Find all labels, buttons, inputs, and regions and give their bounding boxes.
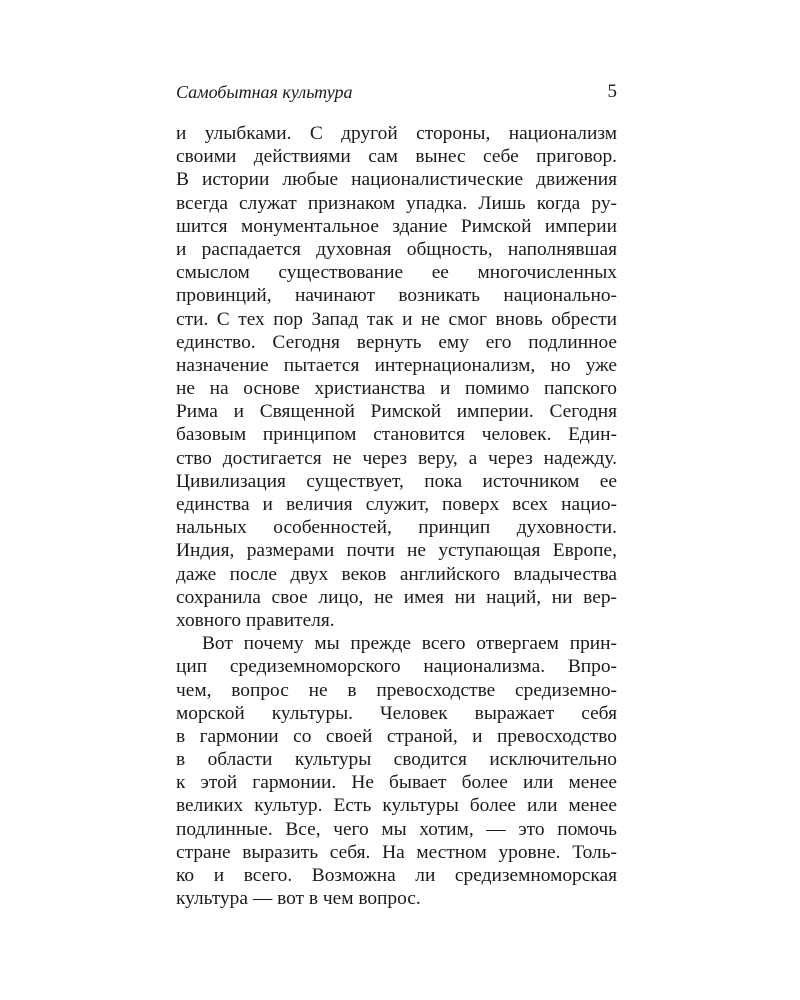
text-line: своими действиями сам вынес себе приговор.	[176, 146, 617, 168]
paragraph	[176, 632, 617, 910]
text-line: В истории любые националистические движения	[176, 169, 617, 191]
text-line: не на основе христианства и помимо папского	[176, 378, 617, 400]
text-line: великих культур. Есть культуры более или менее	[176, 795, 617, 817]
text-line: Рима и Священной Римской империи. Сегодня	[176, 401, 617, 423]
text-line: чем, вопрос не в превосходстве средиземно-	[176, 679, 617, 701]
text-line: базовым принципом становится человек. Един-	[176, 424, 617, 446]
body-text	[176, 122, 617, 910]
running-head	[176, 80, 617, 106]
text-line: всегда служат признаком упадка. Лишь когда ру-	[176, 192, 617, 214]
text-line: ство достигается не через веру, а через надежду.	[176, 447, 617, 469]
text-line: в области культуры сводится исключительно	[176, 749, 617, 771]
text-line: морской культуры. Человек выражает себя	[176, 702, 617, 724]
text-line: цип средиземноморского национализма. Впро-	[176, 656, 617, 678]
running-title: Самобытная культура	[176, 82, 353, 102]
text-line: Вот почему мы прежде всего отвергаем прин-	[202, 633, 617, 655]
text-line: сохранила свое лицо, не имея ни наций, ни вер-	[176, 586, 617, 608]
text-line: нальных особенностей, принцип духовности.	[176, 517, 617, 539]
text-line: ко и всего. Возможна ли средиземноморская	[176, 865, 617, 886]
text-line: к этой гармонии. Не бывает более или менее	[176, 772, 617, 794]
text-line: единство. Сегодня вернуть ему его подлинное	[176, 331, 617, 353]
text-line: Индия, размерами почти не уступающая Европе,	[176, 540, 617, 562]
text-line: шится монументальное здание Римской империи	[176, 215, 617, 237]
text-line: провинций, начинают возникать национально-	[176, 285, 617, 307]
paragraph	[176, 122, 617, 632]
text-line: назначение пытается интернационализм, но уже	[176, 354, 617, 376]
text-line: и распадается духовная общность, наполнявшая	[176, 238, 617, 260]
text-line: смыслом существование ее многочисленных	[176, 262, 617, 284]
text-line: подлинные. Все, чего мы хотим, — это помочь	[176, 818, 617, 840]
text-line: в гармонии со своей страной, и превосходство	[176, 725, 617, 747]
text-line: ховного правителя.	[176, 609, 335, 631]
text-line: даже после двух веков английского владычества	[176, 563, 617, 585]
text-line: и улыбками. С другой стороны, национализм	[176, 123, 617, 144]
page-number: 5	[607, 81, 617, 102]
text-line: единства и величия служит, поверх всех нацио-	[176, 494, 617, 515]
text-line: Цивилизация существует, пока источником ее	[176, 470, 617, 492]
text-line: культура — вот в чем вопрос.	[176, 888, 421, 910]
text-line: стране выразить себя. На местном уровне. Толь-	[176, 841, 617, 863]
text-line: сти. С тех пор Запад так и не смог вновь обрести	[176, 308, 617, 330]
